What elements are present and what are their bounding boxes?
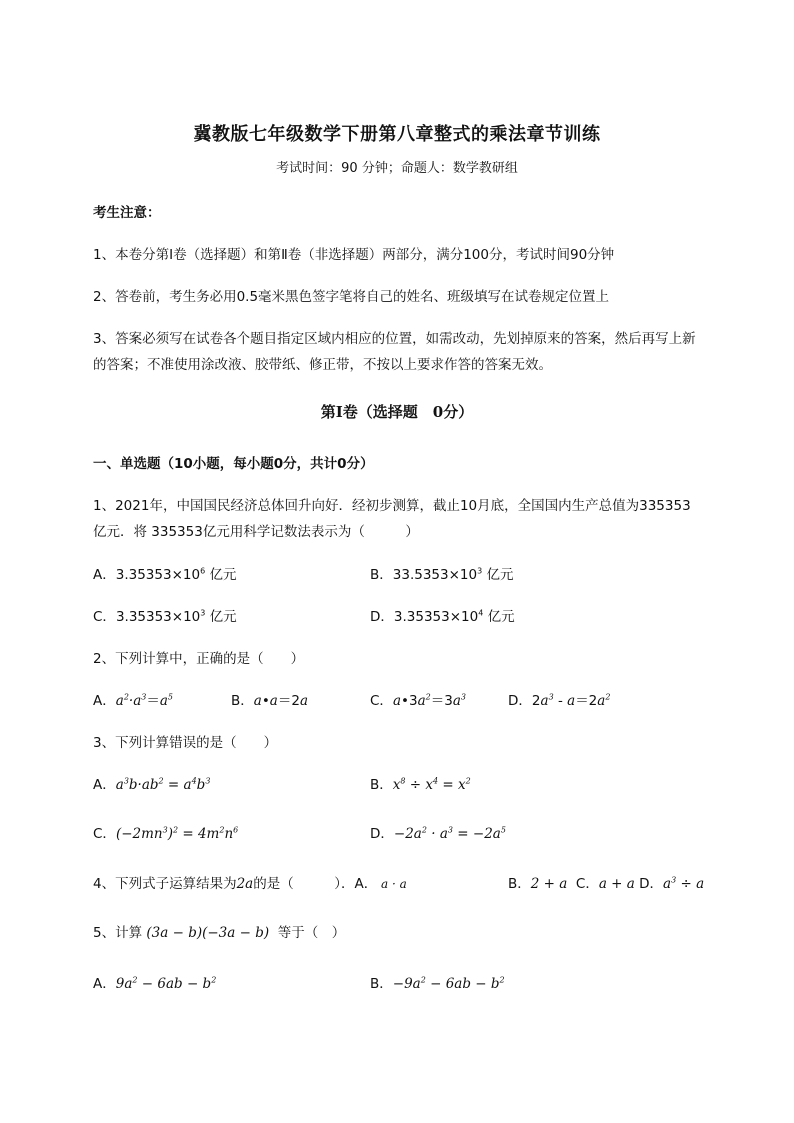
q2-option-d: D．$2a^3 - a=2a^2$ [508, 692, 611, 709]
part-heading: 一、单选题（10小题，每小题0分，共计0分） [93, 456, 374, 472]
notice-item-3-cont: 的答案；不准使用涂改液、胶带纸、修正带，不按以上要求作答的答案无效。 [93, 357, 552, 373]
q1-option-c: C．$3.35353\times 10^3$ 亿元 [93, 608, 237, 625]
q5-option-b: B．$-9a^2 - 6ab - b^2$ [370, 975, 505, 992]
notice-item-1: 1、本卷分第Ⅰ卷（选择题）和第Ⅱ卷（非选择题）两部分，满分100分，考试时间90分钟 [93, 247, 615, 263]
notice-item-2: 2、答卷前，考生务必用0.5毫米黑色签字笔将自己的姓名、班级填写在试卷规定位置上 [93, 289, 610, 305]
q3-option-c: C．$(-2mn^3)^2 = 4m^2n^6$ [93, 825, 239, 842]
q3-stem: 3、下列计算错误的是（ ） [93, 735, 278, 751]
q1-option-d: D．$3.35353\times 10^4$ 亿元 [370, 608, 515, 625]
q1-line1: 1、2021年，中国国民经济总体回升向好．经初步测算，截止10月底，全国国内生产总值为335353 [93, 498, 691, 514]
q2-stem: 2、下列计算中，正确的是（ ） [93, 651, 305, 667]
q3-option-a: A．$a^3b\cdot ab^2 = a^4b^3$ [93, 776, 211, 793]
q3-option-d: D．$-2a^2 \cdot a^3 = -2a^5$ [370, 825, 506, 842]
q4-options-bcd: B．2 + a C．a + a D．$a^3 \div a$ [508, 875, 705, 892]
notice-item-3: 3、答案必须写在试卷各个题目指定区域内相应的位置，如需改动，先划掉原来的答案，然后再写上新 [93, 331, 696, 347]
q1-option-a: A．$3.35353\times 10^6$ 亿元 [93, 566, 237, 583]
document-title: 冀教版七年级数学下册第八章整式的乘法章节训练 [193, 124, 601, 145]
notice-heading: 考生注意： [93, 205, 161, 221]
q3-option-b: B．$x^8 \div x^4 = x^2$ [370, 776, 471, 793]
q1-line2: 亿元．将 335353亿元用科学记数法表示为（ ） [93, 524, 419, 540]
q2-option-a: A．$a^2\cdot a^3=a^5$ [93, 692, 173, 709]
q5-stem: 5、计算 (3a − b)(−3a − b) 等于（ ） [93, 925, 346, 941]
q2-option-b: B．a•a＝2a [231, 693, 309, 709]
q5-option-a: A．$9a^2 - 6ab - b^2$ [93, 975, 217, 992]
q1-option-b: B．$33.5353\times 10^3$ 亿元 [370, 566, 514, 583]
document-subtitle: 考试时间：90 分钟；命题人：数学教研组 [276, 161, 518, 176]
q2-option-c: C．$a•3a^2=3a^3$ [370, 692, 466, 709]
section-title: 第Ⅰ卷（选择题 0分） [320, 403, 474, 421]
q4-stem: 4、下列式子运算结果为2a的是（ ）．A． a · a [93, 876, 407, 892]
